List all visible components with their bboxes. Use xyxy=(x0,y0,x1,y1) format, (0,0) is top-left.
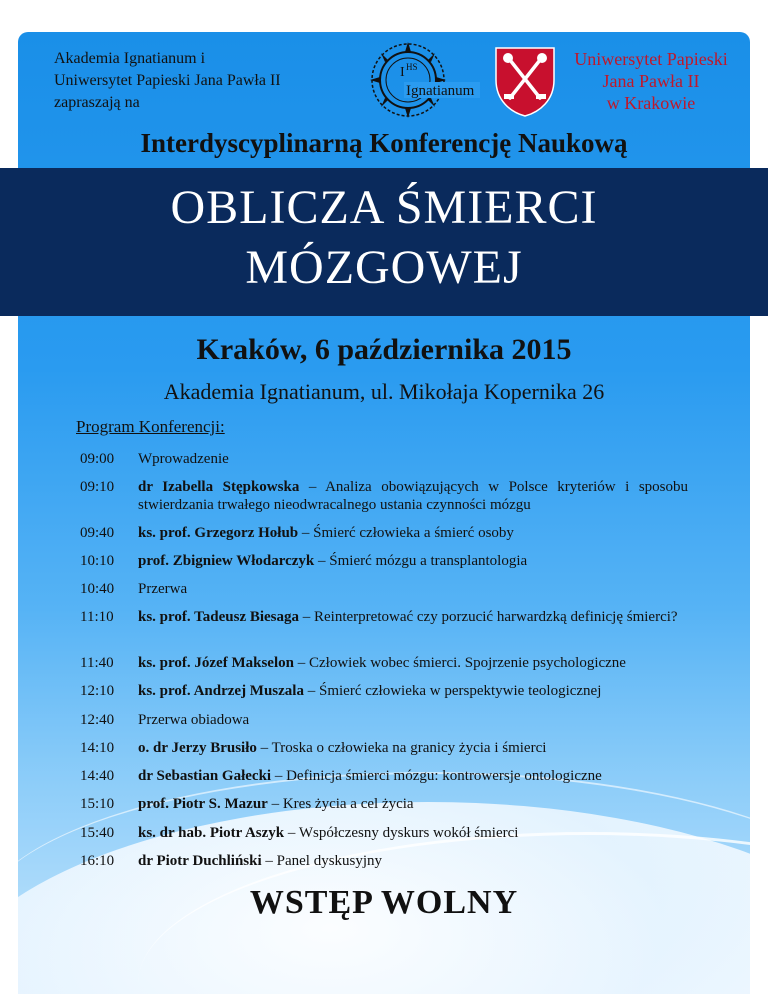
conference-title xyxy=(0,178,768,298)
program-time: 14:40 xyxy=(80,768,115,784)
university-name xyxy=(566,48,736,114)
program-speaker: ks. prof. Tadeusz Biesaga xyxy=(138,609,300,625)
svg-text:HS: HS xyxy=(406,62,418,72)
program-speaker: prof. Piotr S. Mazur xyxy=(138,796,268,812)
program-time: 09:10 xyxy=(80,479,115,495)
program-time: 15:40 xyxy=(80,825,115,841)
program-speaker: dr Izabella Stępkowska xyxy=(138,479,300,495)
program-topic: – Reinterpretować czy porzucić harwardzką definicję śmierci? xyxy=(299,609,678,625)
program-topic: – Śmierć mózgu a transplantologia xyxy=(314,553,528,569)
conference-venue: Akademia Ignatianum, ul. Mikołaja Kopernika 26 xyxy=(163,379,605,404)
university-line: w Krakowie xyxy=(606,93,696,113)
program-description xyxy=(138,739,688,757)
program-topic: – Śmierć człowieka a śmierć osoby xyxy=(298,525,514,541)
program-topic: – Śmierć człowieka w perspektywie teologicznej xyxy=(303,683,602,699)
invitation-line: Uniwersytet Papieski Jana Pawła II xyxy=(54,72,281,89)
university-line: Jana Pawła II xyxy=(602,71,700,91)
program-speaker: ks. prof. Grzegorz Hołub xyxy=(138,525,299,541)
program-time: 11:40 xyxy=(80,655,114,671)
program-description xyxy=(138,795,688,813)
program-topic: Wprowadzenie xyxy=(138,451,229,467)
invitation-line: Akademia Ignatianum i xyxy=(54,50,206,67)
conference-type: Interdyscyplinarną Konferencję Naukową xyxy=(140,128,628,158)
program-speaker: ks. prof. Andrzej Muszala xyxy=(138,683,304,699)
program-description xyxy=(138,552,688,570)
program-time: 12:40 xyxy=(80,712,115,728)
program-time: 09:40 xyxy=(80,525,115,541)
program-topic: Przerwa obiadowa xyxy=(138,712,250,728)
program-speaker: dr Piotr Duchliński xyxy=(138,853,262,869)
program-description xyxy=(138,852,688,870)
program-description xyxy=(138,608,688,626)
program-topic: Przerwa xyxy=(138,581,188,597)
program-time: 11:10 xyxy=(80,609,114,625)
program-time: 12:10 xyxy=(80,683,115,699)
program-description xyxy=(138,767,688,785)
program-description xyxy=(138,654,688,672)
free-entry-notice: WSTĘP WOLNY xyxy=(249,884,519,921)
program-speaker: ks. prof. Józef Makselon xyxy=(138,655,294,671)
program-time: 16:10 xyxy=(80,853,115,869)
program-topic: – Definicja śmierci mózgu: kontrowersje ontologiczne xyxy=(271,768,602,784)
program-description xyxy=(138,711,688,729)
program-time: 10:40 xyxy=(80,581,115,597)
program-description xyxy=(138,450,688,468)
program-topic: – Człowiek wobec śmierci. Spojrzenie psychologiczne xyxy=(293,655,626,671)
university-line: Uniwersytet Papieski xyxy=(574,49,728,69)
logo-text: Ignatianum xyxy=(406,83,475,99)
title-line: MÓZGOWEJ xyxy=(245,241,523,294)
invitation-line: zapraszają na xyxy=(54,94,140,111)
program-description xyxy=(138,524,688,542)
program-description xyxy=(138,682,688,700)
program-topic: – Panel dyskusyjny xyxy=(261,853,383,869)
title-line: OBLICZA ŚMIERCI xyxy=(170,181,598,234)
program-description xyxy=(138,824,688,842)
ignatianum-logo xyxy=(368,40,480,120)
program-speaker: dr Sebastian Gałecki xyxy=(138,768,272,784)
program-topic: – Współczesny dyskurs wokół śmierci xyxy=(284,825,519,841)
program-speaker: prof. Zbigniew Włodarczyk xyxy=(138,553,315,569)
program-topic: – Kres życia a cel życia xyxy=(267,796,414,812)
program-speaker: o. dr Jerzy Brusiło xyxy=(138,740,257,756)
svg-text:I: I xyxy=(400,65,405,80)
program-topic: – Troska o człowieka na granicy życia i śmierci xyxy=(256,740,547,756)
program-title: Program Konferencji: xyxy=(76,417,225,436)
program-time: 14:10 xyxy=(80,740,115,756)
program-speaker: ks. dr hab. Piotr Aszyk xyxy=(138,825,285,841)
program-time: 15:10 xyxy=(80,796,115,812)
university-shield-icon xyxy=(494,46,556,118)
invitation-text xyxy=(54,48,281,114)
program-topic: – Analiza obowiązujących w Polsce kryteriów i sposobu stwierdzania trwałego nieodwracalnego ustania czynności mózgu xyxy=(138,479,688,513)
program-description xyxy=(138,580,688,598)
program-time: 10:10 xyxy=(80,553,115,569)
conference-date: Kraków, 6 października 2015 xyxy=(196,333,572,366)
program-description xyxy=(138,478,688,514)
program-time: 09:00 xyxy=(80,451,115,467)
